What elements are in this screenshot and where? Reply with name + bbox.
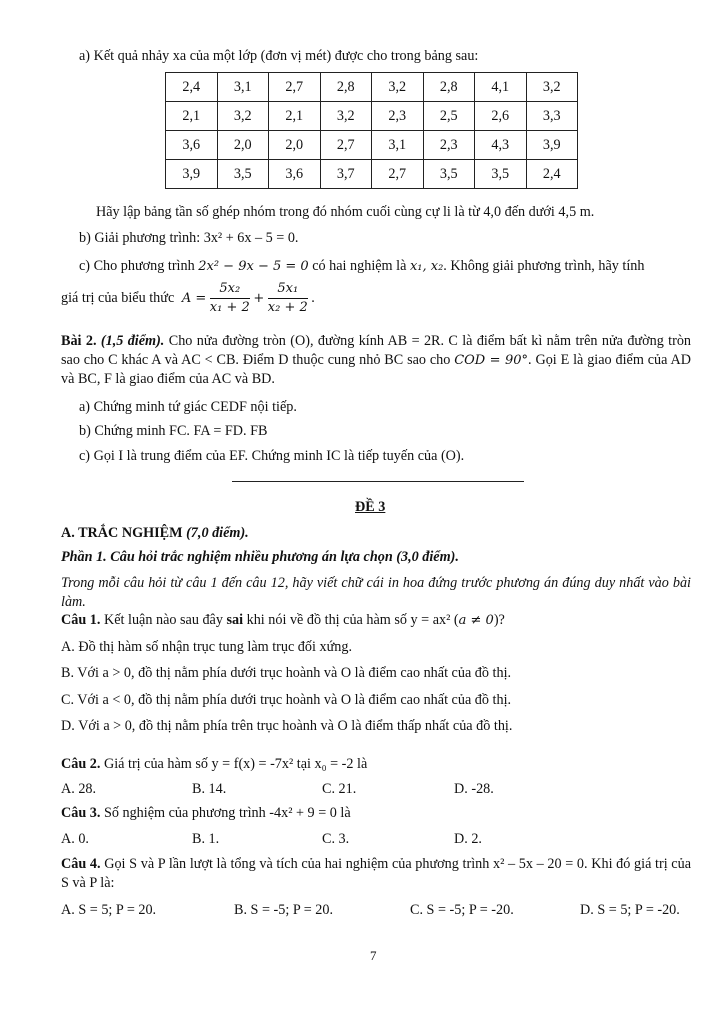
table-row	[166, 131, 578, 160]
part-a-task: Hãy lập bảng tần số ghép nhóm trong đó nhóm cuối cùng cự li là từ 4,0 đến dưới 4,5 m.	[96, 204, 595, 220]
table-cell: 2,1	[166, 102, 218, 131]
q2-stem	[61, 756, 367, 773]
table-cell: 3,2	[320, 102, 372, 131]
q3-stem	[61, 805, 351, 822]
q2-option-d: D. -28.	[454, 781, 494, 797]
q2-option-c: C. 21.	[322, 781, 357, 797]
table-cell: 3,2	[217, 102, 269, 131]
bai2-angle: COD = 90°	[454, 353, 529, 368]
q4-label: Câu 4.	[61, 856, 101, 872]
table-cell: 3,7	[320, 160, 372, 189]
expr-a-label: A =	[181, 291, 207, 306]
table-cell: 3,2	[526, 73, 578, 102]
q1-text-3: )?	[493, 612, 505, 628]
phan1-heading: Phần 1. Câu hỏi trắc nghiệm nhiều phương án lựa chọn (3,0 điểm).	[61, 549, 459, 565]
expression-line	[61, 280, 315, 317]
table-cell: 2,8	[423, 73, 475, 102]
table-cell: 3,5	[475, 160, 527, 189]
bai2-text-2: . Gọi E là giao điểm của AD và BC, F là giao điểm của AC và BD.	[61, 352, 691, 387]
bai2-a: a) Chứng minh tứ giác CEDF nội tiếp.	[79, 399, 297, 415]
table-cell: 3,1	[372, 131, 424, 160]
part-c-equation: 2x² − 9x − 5 = 0	[198, 259, 309, 274]
q4-option-d: D. S = 5; P = -20.	[580, 902, 680, 918]
section-a-title: A. TRẮC NGHIỆM	[61, 525, 183, 541]
plus-sign: +	[253, 291, 265, 306]
q1-condition: a ≠ 0	[458, 613, 494, 628]
part-c-text-3: . Không giải phương trình, hãy tính	[443, 258, 645, 274]
table-cell: 2,0	[217, 131, 269, 160]
q2-option-a: A. 28.	[61, 781, 97, 797]
table-cell: 4,3	[475, 131, 527, 160]
part-a-intro: a) Kết quả nhảy xa của một lớp (đơn vị mét) được cho trong bảng sau:	[79, 48, 479, 64]
bai2-b: b) Chứng minh FC. FA = FD. FB	[79, 423, 268, 439]
q3-text: Số nghiệm của phương trình -4x² + 9 = 0 là	[103, 805, 351, 821]
table-cell: 3,5	[217, 160, 269, 189]
table-cell: 2,4	[526, 160, 578, 189]
q4-option-b: B. S = -5; P = 20.	[234, 902, 334, 918]
q4-stem	[61, 855, 691, 893]
page-number: 7	[370, 948, 377, 963]
table-cell: 3,6	[166, 131, 218, 160]
q4-option-c: C. S = -5; P = -20.	[410, 902, 514, 918]
table-cell: 4,1	[475, 73, 527, 102]
table-cell: 3,9	[166, 160, 218, 189]
fraction-1-denominator: x₁ + 2	[209, 300, 250, 315]
q2-text: Giá trị của hàm số y = f(x) = -7x² tại x₀ = -2 là	[103, 756, 368, 772]
de3-title: ĐỀ 3	[355, 499, 386, 515]
part-c-text-2: có hai nghiệm là	[312, 258, 407, 274]
table-cell: 2,1	[269, 102, 321, 131]
table-cell: 3,9	[526, 131, 578, 160]
bai2-statement	[61, 332, 691, 389]
section-a-heading	[61, 525, 249, 542]
fraction-1	[210, 280, 250, 317]
part-c-text-1: c) Cho phương trình	[79, 258, 195, 274]
section-a-points: (7,0 điểm).	[186, 525, 249, 541]
table-cell: 3,3	[526, 102, 578, 131]
q1-stem	[61, 612, 505, 629]
bai2-title: Bài 2.	[61, 333, 97, 349]
table-cell: 2,6	[475, 102, 527, 131]
table-cell: 2,7	[269, 73, 321, 102]
fraction-2-denominator: x₂ + 2	[267, 300, 308, 315]
q1-label: Câu 1.	[61, 612, 101, 628]
q2-option-b: B. 14.	[192, 781, 227, 797]
fraction-2	[268, 280, 308, 317]
fraction-2-numerator: 5x₁	[268, 280, 308, 299]
q1-text-2: khi nói về đồ thị của hàm số y = ax² (	[246, 612, 459, 628]
table-row	[166, 73, 578, 102]
bai2-text-1: Cho nửa đường tròn (O), đường kính AB = 2R. C là điểm bất kì nằm trên nửa đường tròn sao cho C khác A và AC < CB. Điểm D thuộc cung nhỏ BC sao cho	[61, 333, 692, 368]
bai2-c: c) Gọi I là trung điểm của EF. Chứng minh IC là tiếp tuyến của (O).	[79, 448, 465, 464]
q3-label: Câu 3.	[61, 805, 101, 821]
part-c-line	[79, 258, 645, 275]
q1-option-c: C. Với a < 0, đồ thị nằm phía dưới trục hoành và O là điểm cao nhất của đồ thị.	[61, 692, 512, 708]
q1-sai: sai	[226, 612, 244, 628]
table-row	[166, 160, 578, 189]
table-cell: 2,5	[423, 102, 475, 131]
part-c-roots: x₁, x₂	[409, 259, 444, 274]
part-b: b) Giải phương trình: 3x² + 6x – 5 = 0.	[79, 230, 299, 246]
table-cell: 2,3	[423, 131, 475, 160]
bai2-points: (1,5 điểm).	[100, 333, 165, 349]
expr-end: .	[311, 290, 315, 306]
q1-text-1: Kết luận nào sau đây	[103, 612, 223, 628]
table-cell: 2,3	[372, 102, 424, 131]
table-cell: 2,8	[320, 73, 372, 102]
fraction-1-numerator: 5x₂	[210, 280, 250, 299]
q3-option-d: D. 2.	[454, 831, 482, 847]
q3-option-c: C. 3.	[322, 831, 350, 847]
table-cell: 3,6	[269, 160, 321, 189]
table-cell: 2,7	[320, 131, 372, 160]
table-cell: 2,7	[372, 160, 424, 189]
table-cell: 2,0	[269, 131, 321, 160]
table-cell: 2,4	[166, 73, 218, 102]
table-cell: 3,2	[372, 73, 424, 102]
q1-option-b: B. Với a > 0, đồ thị nằm phía dưới trục hoành và O là điểm cao nhất của đồ thị.	[61, 665, 512, 681]
q3-option-a: A. 0.	[61, 831, 89, 847]
q1-option-d: D. Với a > 0, đồ thị nằm phía trên trục hoành và O là điểm thấp nhất của đồ thị.	[61, 718, 513, 734]
q3-option-b: B. 1.	[192, 831, 220, 847]
part-c-text-4: giá trị của biểu thức	[61, 290, 175, 306]
table-row	[166, 102, 578, 131]
q4-text: Gọi S và P lần lượt là tổng và tích của hai nghiệm của phương trình x² – 5x – 20 = 0. Khi đó giá trị của S và P là:	[61, 856, 691, 891]
q2-label: Câu 2.	[61, 756, 101, 772]
table-cell: 3,1	[217, 73, 269, 102]
q1-option-a: A. Đồ thị hàm số nhận trục tung làm trục đối xứng.	[61, 639, 353, 655]
section-divider	[232, 481, 524, 482]
q4-option-a: A. S = 5; P = 20.	[61, 902, 157, 918]
table-cell: 3,5	[423, 160, 475, 189]
instruction: Trong mỗi câu hỏi từ câu 1 đến câu 12, hãy viết chữ cái in hoa đứng trước phương án đúng duy nhất vào bài làm.	[61, 575, 691, 610]
jump-results-table	[165, 72, 578, 189]
